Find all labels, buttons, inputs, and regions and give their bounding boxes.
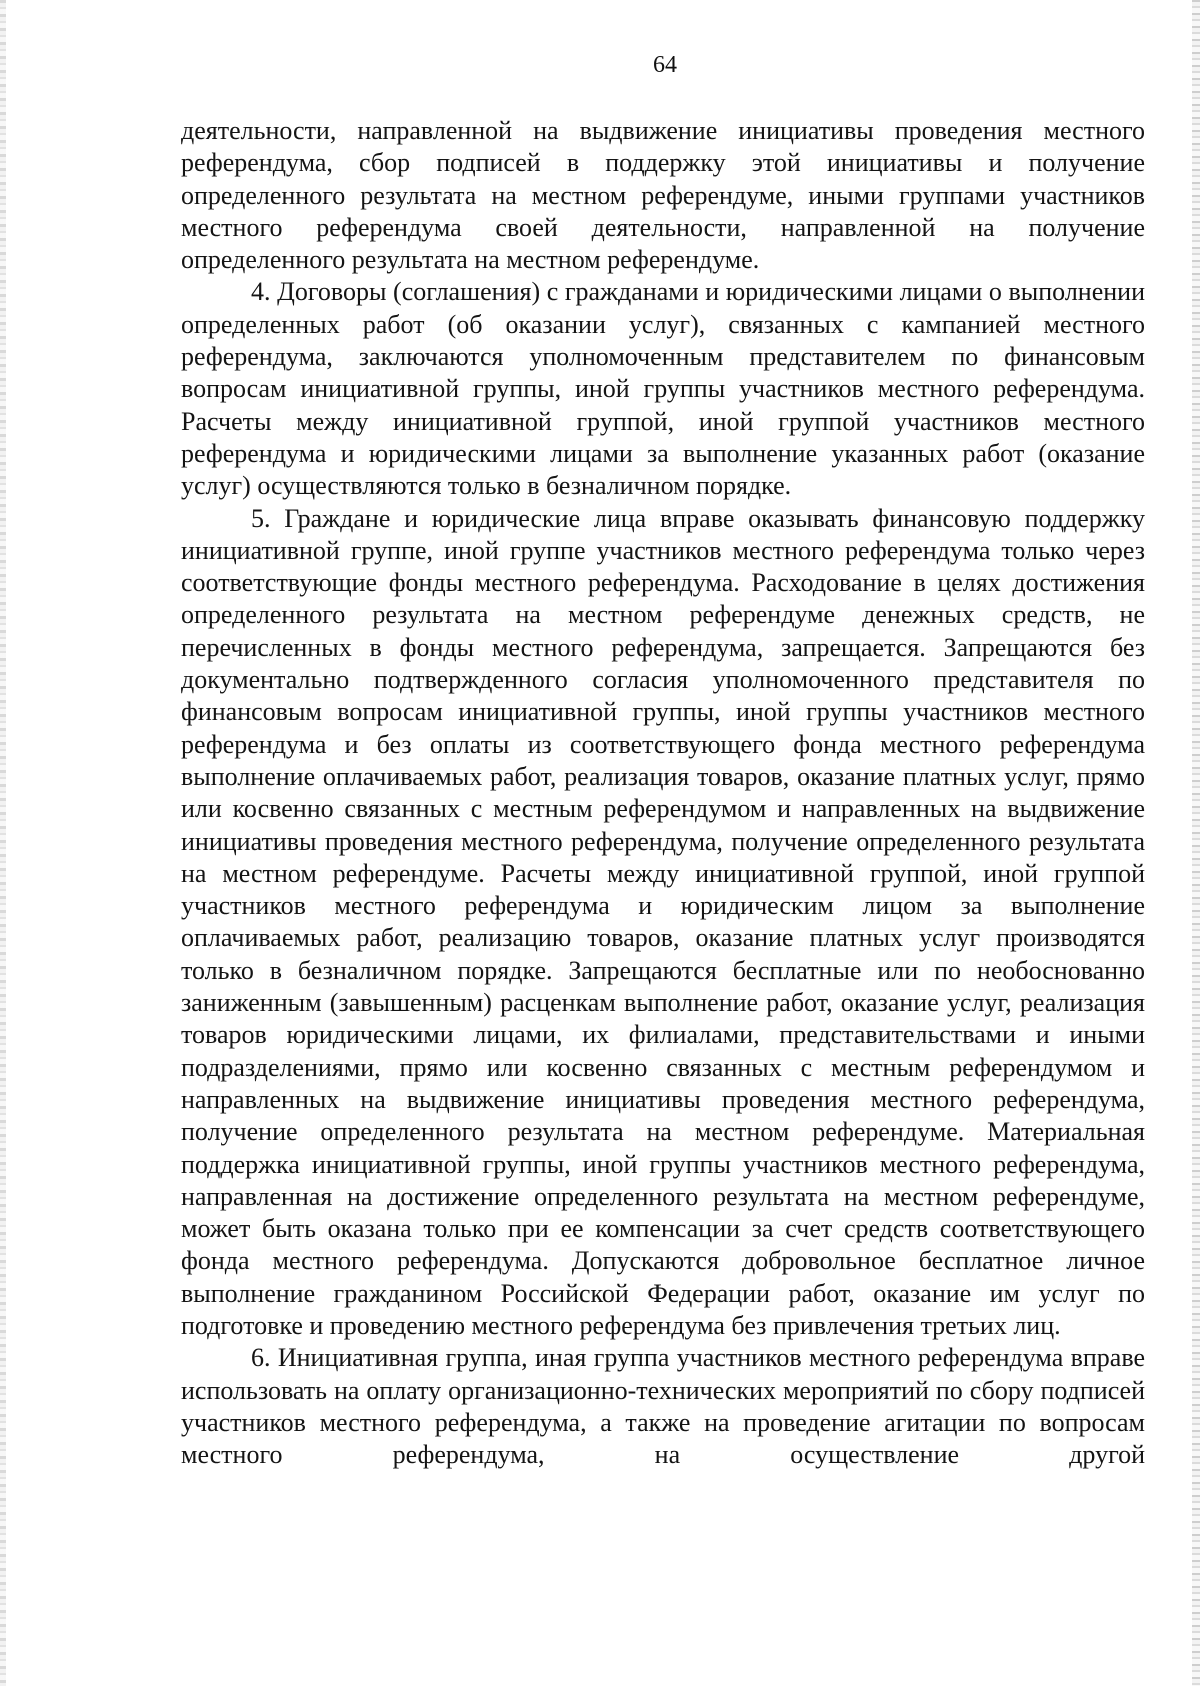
page-number: 64 — [653, 52, 677, 78]
scan-edge-right — [1192, 0, 1200, 1686]
document-body — [181, 115, 1145, 1471]
paragraph-item-4: 4. Договоры (соглашения) с гражданами и юридическими лицами о выполнении определенных работ (об оказании услуг), связанных с кампанией местного референдума, заключаются уполномоченным представителем по финансовым вопросам инициативной группы, иной группы участников местного референдума. Расчеты между инициативной группой, иной группой участников местного референдума и юридическими лицами за выполнение указанных работ (оказание услуг) осуществляются только в безналичном порядке. — [181, 277, 1145, 501]
paragraph-continued: деятельности, направленной на выдвижение инициативы проведения местного референдума, сбор подписей в поддержку этой инициативы и получение определенного результата на местном референдуме, иными группами участников местного референдума своей деятельности, направленной на получение определенного результата на местном референдуме. — [181, 116, 1145, 275]
scan-edge-left — [0, 0, 6, 1686]
paragraph-item-6: 6. Инициативная группа, иная группа участников местного референдума вправе использовать на оплату организационно-технических мероприятий по сбору подписей участников местного референдума, а также на проведение агитации по вопросам местного референдума, на осуществление другой — [181, 1343, 1145, 1470]
paragraph-item-5: 5. Граждане и юридические лица вправе оказывать финансовую поддержку инициативной группе, иной группе участников местного референдума только через соответствующие фонды местного референдума. Расходование в целях достижения определенного результата на местном референдуме денежных средств, не перечисленных в фонды местного референдума, запрещается. Запрещаются без документально подтвержденного согласия уполномоченного представителя по финансовым вопросам инициативной группы, иной группы участников местного референдума и без оплаты из соответствующего фонда местного референдума выполнение оплачиваемых работ, реализация товаров, оказание платных услуг, прямо или косвенно связанных с местным референдумом и направленных на выдвижение инициативы проведения местного референдума, получение определенного результата на местном референдуме. Расчеты между инициативной группой, иной группой участников местного референдума и юридическим лицом за выполнение оплачиваемых работ, реализацию товаров, оказание платных услуг производятся только в безналичном порядке. Запрещаются бесплатные или по необоснованно заниженным (завышенным) расценкам выполнение работ, оказание услуг, реализация товаров юридическими лицами, их филиалами, представительствами и иными подразделениями, прямо или косвенно связанных с местным референдумом и направленных на выдвижение инициативы проведения местного референдума, получение определенного результата на местном референдуме. Материальная поддержка инициативной группы, иной группы участников местного референдума, направленная на достижение определенного результата на местном референдуме, может быть оказана только при ее компенсации за счет средств соответствующего фонда местного референдума. Допускаются добровольное бесплатное личное выполнение гражданином Российской Федерации работ, оказание им услуг по подготовке и проведению местного референдума без привлечения третьих лиц. — [181, 503, 1145, 1340]
